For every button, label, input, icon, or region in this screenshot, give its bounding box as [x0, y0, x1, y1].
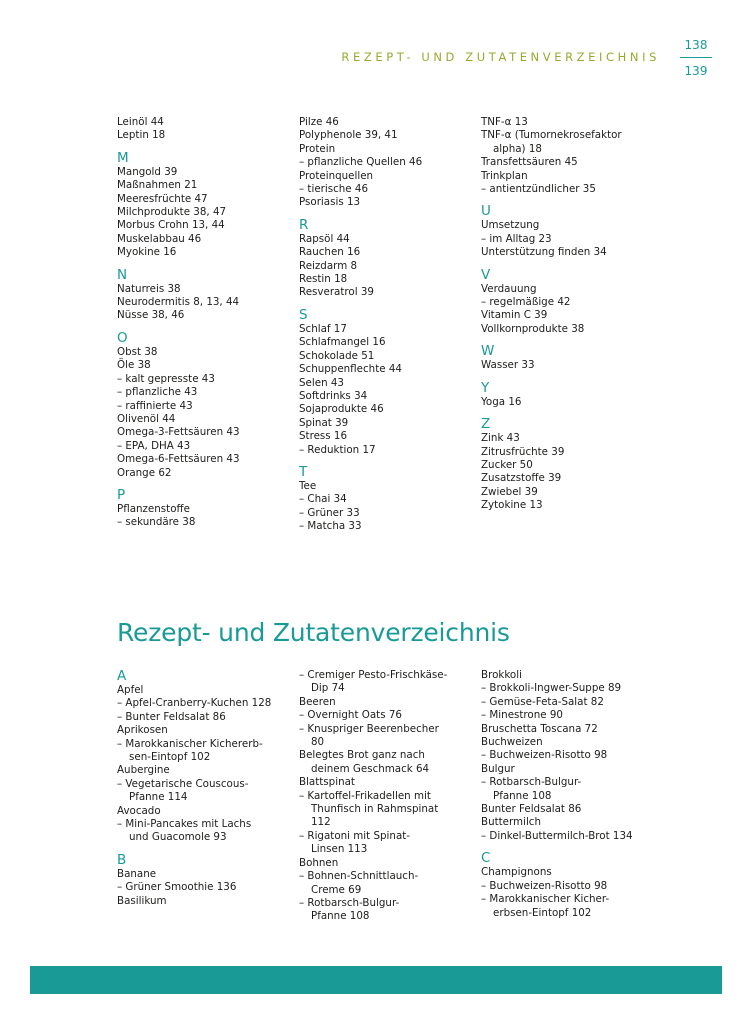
- index-entry-continuation: 112: [311, 816, 331, 829]
- index-entry: Leinöl 44: [117, 116, 164, 128]
- index-subentry: – Buchweizen-Risotto 98: [481, 879, 608, 892]
- index-letter-heading: Y: [481, 379, 490, 396]
- index-entry: Restin 18: [299, 273, 348, 286]
- index-entry: Blattspinat: [299, 776, 355, 789]
- index-subentry: – raffinierte 43: [117, 399, 193, 412]
- index-subentry: – Gemüse-Feta-Salat 82: [481, 695, 604, 708]
- index-entry: Maßnahmen 21: [117, 179, 198, 192]
- index-subentry: – Marokkanischer Kicher-: [481, 893, 610, 906]
- index-entry: Zucker 50: [481, 458, 533, 471]
- index-entry-continuation: Pfanne 114: [129, 791, 188, 804]
- index-entry-continuation: sen-Eintopf 102: [129, 751, 211, 764]
- index-letter-heading: M: [117, 149, 129, 166]
- index-letter-heading: Z: [481, 416, 491, 433]
- index-subentry: – Buchweizen-Risotto 98: [481, 749, 608, 762]
- index-entry-continuation: Pfanne 108: [311, 910, 370, 923]
- index-subentry: – Apfel-Cranberry-Kuchen 128: [117, 697, 272, 710]
- index-subentry: – Grüner Smoothie 136: [117, 881, 237, 894]
- index-subentry: – Grüner 33: [299, 506, 360, 519]
- recipe-column-3: [481, 669, 633, 920]
- index-entry: Reizdarm 8: [299, 259, 358, 272]
- index-entry: Leptin 18: [117, 129, 166, 142]
- footer-band: [30, 966, 722, 994]
- index-subentry: – kalt gepresste 43: [117, 372, 215, 385]
- index-subentry: – Mini-Pancakes mit Lachs: [117, 818, 252, 831]
- index-entry: Vollkornprodukte 38: [481, 322, 585, 335]
- index-entry: Mangold 39: [117, 165, 178, 178]
- index-entry: Naturreis 38: [117, 282, 181, 295]
- index-subentry: – Chai 34: [299, 493, 347, 506]
- index-entry: Myokine 16: [117, 246, 177, 259]
- index-entry: Transfettsäuren 45: [481, 156, 578, 169]
- index-subentry: – Overnight Oats 76: [299, 709, 402, 722]
- index-entry: Protein: [299, 142, 336, 155]
- index-entry: Spinat 39: [299, 416, 349, 429]
- index-entry: Wasser 33: [481, 359, 535, 372]
- index-entry: Verdauung: [481, 282, 537, 295]
- index-entry: Apfel: [117, 684, 144, 696]
- index-entry: Nüsse 38, 46: [117, 309, 185, 322]
- index-entry-continuation: Thunfisch in Rahmspinat: [311, 803, 439, 816]
- index-entry-continuation: deinem Geschmack 64: [311, 762, 430, 775]
- index-entry-continuation: und Guacomole 93: [129, 831, 227, 844]
- index-entry: Bohnen: [299, 856, 339, 869]
- index-letter-heading: N: [117, 266, 128, 283]
- index-entry: Schokolade 51: [299, 349, 375, 362]
- index-entry: Buchweizen: [481, 736, 543, 749]
- index-entry: TNF-α (Tumornekrosefaktor: [481, 129, 622, 142]
- recipe-column-1: [117, 669, 271, 908]
- index-entry: Öle 38: [117, 359, 151, 372]
- index-entry: Selen 43: [299, 376, 344, 389]
- index-entry: Psoriasis 13: [299, 196, 361, 209]
- index-entry: Morbus Crohn 13, 44: [117, 219, 225, 232]
- index-entry: Proteinquellen: [299, 169, 374, 182]
- index-entry-continuation: erbsen-Eintopf 102: [493, 906, 592, 919]
- index-subentry: – Brokkoli-Ingwer-Suppe 89: [481, 682, 622, 695]
- index-subentry: – Rigatoni mit Spinat-: [299, 829, 411, 842]
- index-letter-heading: S: [299, 306, 308, 323]
- index-entry: Zwiebel 39: [481, 485, 538, 498]
- index-subentry: – Rotbarsch-Bulgur-: [299, 896, 400, 909]
- index-entry-continuation: alpha) 18: [493, 142, 542, 155]
- recipe-index-title: Rezept- und Zutatenverzeichnis: [117, 618, 510, 647]
- running-header-title: REZEPT- UND ZUTATENVERZEICHNIS: [341, 50, 660, 64]
- index-subentry: – regelmäßige 42: [481, 296, 571, 309]
- index-subentry: – Rotbarsch-Bulgur-: [481, 776, 582, 789]
- index-entry-continuation: Pfanne 108: [493, 789, 552, 802]
- index-subentry: – Marokkanischer Kichererb-: [117, 737, 263, 750]
- index-letter-heading: U: [481, 203, 491, 220]
- index-entry: Yoga 16: [481, 395, 522, 408]
- index-column-3: [481, 116, 622, 513]
- index-letter-heading: B: [117, 851, 127, 868]
- index-entry-continuation: Linsen 113: [311, 843, 368, 856]
- index-entry: Zitrusfrüchte 39: [481, 445, 565, 458]
- index-entry: Belegtes Brot ganz nach: [299, 749, 425, 762]
- index-entry: Banane: [117, 867, 157, 880]
- index-entry: Obst 38: [117, 345, 158, 358]
- index-column-2: [299, 116, 422, 534]
- index-entry: Aprikosen: [117, 724, 168, 737]
- index-subentry: – Reduktion 17: [299, 443, 376, 456]
- page-number-divider: [680, 57, 712, 58]
- index-subentry: – im Alltag 23: [481, 232, 552, 245]
- index-letter-heading: O: [117, 329, 128, 346]
- index-entry: Orange 62: [117, 466, 172, 479]
- index-entry: Meeresfrüchte 47: [117, 192, 208, 205]
- index-entry-continuation: Creme 69: [311, 883, 362, 896]
- index-entry: Beeren: [299, 695, 336, 708]
- index-entry: Trinkplan: [481, 169, 528, 182]
- index-entry: Unterstützung finden 34: [481, 246, 607, 259]
- index-entry: Schlafmangel 16: [299, 336, 386, 349]
- index-letter-heading: P: [117, 486, 126, 503]
- index-letter-heading: T: [299, 463, 308, 480]
- index-entry: Rauchen 16: [299, 246, 361, 259]
- index-entry: Bulgur: [481, 762, 515, 775]
- index-entry: Omega-6-Fettsäuren 43: [117, 453, 240, 466]
- index-subentry: – EPA, DHA 43: [117, 439, 191, 452]
- index-subentry: – Knuspriger Beerenbecher: [299, 722, 439, 735]
- index-entry: Tee: [299, 479, 317, 492]
- index-subentry: – Dinkel-Buttermilch-Brot 134: [481, 829, 633, 842]
- index-entry: Olivenöl 44: [117, 412, 176, 425]
- index-entry: Schuppenflechte 44: [299, 363, 402, 376]
- index-entry: Avocado: [117, 804, 161, 817]
- index-entry: TNF-α 13: [481, 116, 528, 128]
- index-entry: Schlaf 17: [299, 322, 347, 335]
- index-entry: Umsetzung: [481, 219, 540, 232]
- index-subentry: – sekundäre 38: [117, 516, 196, 529]
- index-subentry: – pflanzliche 43: [117, 386, 198, 399]
- index-entry-continuation: 80: [311, 736, 325, 749]
- index-entry: Milchprodukte 38, 47: [117, 206, 227, 219]
- index-entry: Zusatzstoffe 39: [481, 472, 562, 485]
- index-subentry: – Matcha 33: [299, 520, 362, 533]
- recipe-column-2: [299, 669, 447, 924]
- index-entry: Omega-3-Fettsäuren 43: [117, 426, 240, 439]
- index-entry: Resveratrol 39: [299, 286, 374, 299]
- index-column-1: [117, 116, 240, 530]
- index-subentry: – Bunter Feldsalat 86: [117, 710, 226, 723]
- index-entry: Brokkoli: [481, 669, 522, 681]
- index-subentry: – tierische 46: [299, 183, 369, 196]
- index-entry: Polyphenole 39, 41: [299, 129, 398, 142]
- index-entry: Champignons: [481, 866, 552, 879]
- index-entry: Buttermilch: [481, 816, 541, 829]
- index-entry: Zytokine 13: [481, 499, 543, 512]
- index-letter-heading: V: [481, 266, 491, 283]
- index-entry: Pflanzenstoffe: [117, 502, 190, 515]
- index-letter-heading: R: [299, 216, 309, 233]
- index-entry: Muskelabbau 46: [117, 232, 202, 245]
- index-entry: Neurodermitis 8, 13, 44: [117, 296, 240, 309]
- index-entry: Basilikum: [117, 894, 167, 907]
- index-entry: Pilze 46: [299, 116, 339, 128]
- index-subentry: – Minestrone 90: [481, 709, 563, 722]
- index-entry: Bruschetta Toscana 72: [481, 722, 598, 735]
- index-subentry: – pflanzliche Quellen 46: [299, 156, 423, 169]
- index-subentry: – Vegetarische Couscous-: [117, 777, 249, 790]
- index-subentry: – Bohnen-Schnittlauch-: [299, 870, 419, 883]
- index-entry: Softdrinks 34: [299, 389, 368, 402]
- index-entry-continuation: Dip 74: [311, 682, 345, 695]
- index-entry: Bunter Feldsalat 86: [481, 803, 582, 816]
- index-subentry: – antientzündlicher 35: [481, 183, 596, 196]
- index-entry: Zink 43: [481, 432, 520, 445]
- page-numbers: [680, 38, 712, 78]
- index-letter-heading: W: [481, 343, 495, 360]
- index-entry: Vitamin C 39: [481, 309, 548, 322]
- index-subentry: – Cremiger Pesto-Frischkäse-: [299, 669, 448, 681]
- index-subentry: – Kartoffel-Frikadellen mit: [299, 789, 431, 802]
- index-entry: Rapsöl 44: [299, 232, 350, 245]
- index-entry: Sojaprodukte 46: [299, 403, 384, 416]
- index-letter-heading: A: [117, 668, 127, 684]
- page-number-right: 139: [684, 64, 708, 78]
- index-entry: Stress 16: [299, 430, 348, 443]
- index-entry: Aubergine: [117, 764, 170, 777]
- page-number-left: 138: [684, 38, 708, 52]
- index-letter-heading: C: [481, 850, 491, 867]
